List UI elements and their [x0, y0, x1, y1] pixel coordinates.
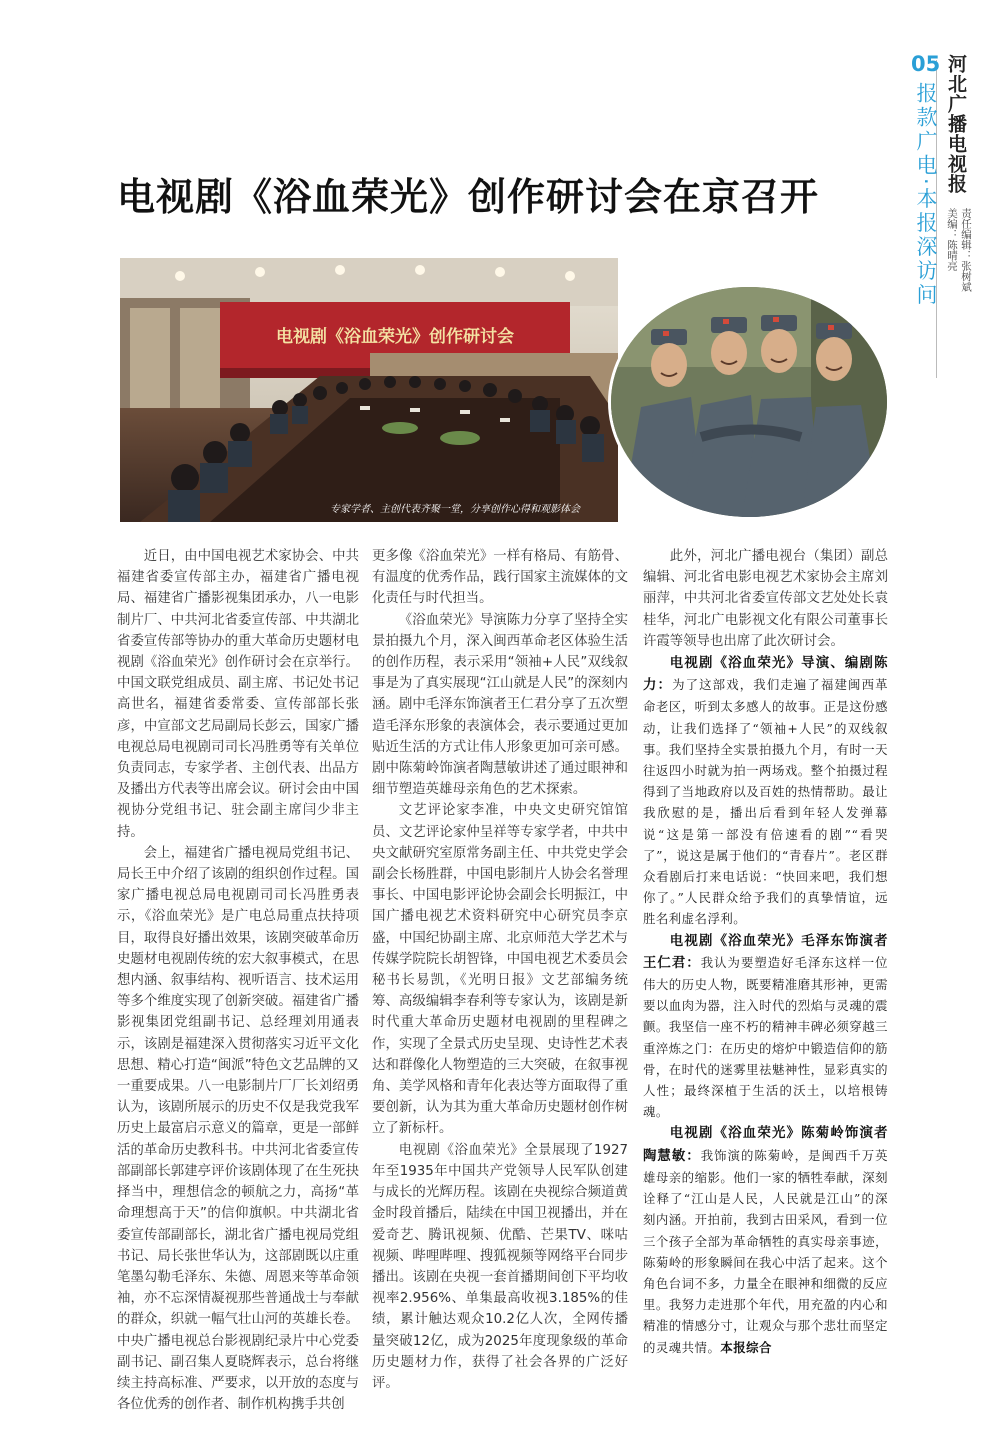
quote-actress [643, 1122, 888, 1357]
art-editor: 美编：陈晴亮 [946, 208, 958, 271]
quote-speaker: 电视剧《浴血荣光》毛泽东饰演者王仁君： [643, 933, 888, 971]
quote-text: 为了这部戏，我们走遍了福建闽西革命老区，听到太多感人的故事。正是这份感动，让我们选择了“领袖+人民”的双线叙事。我们坚持全实景拍摄九个月，有时一天往返四小时就为拍一两场戏。整个拍摄过程得到了当地政府以及百姓的热情帮助。最让我欣慰的是，播出后看到年轻人发弹幕说“这是第一部没有倍速看的剧”“看哭了”，说这是属于他们的“青春片”。老区群众看剧后打来电话说：“快回来吧，我们想你了。”人民群众给予我们的真挚情谊，远胜名利虚名浮利。 [643, 677, 889, 927]
article-column-1 [117, 546, 359, 1415]
quote-text: 我饰演的陈菊岭，是闽西千万英雄母亲的缩影。他们一家的牺牲奉献，深刻诠释了“江山是人民，人民就是江山”的深刻内涵。开拍前，我到古田采风，看到一位三个孩子全部为革命牺牲的真实母亲事迹，陈菊岭的形象瞬间在我心中活了起来。这个角色台词不多，力量全在眼神和细微的反应里。我努力走进那个年代，用充盈的内心和精准的情感分寸，让观众与那个悲壮而坚定的灵魂共情。 [643, 1147, 889, 1355]
headline: 电视剧《浴血荣光》创作研讨会在京召开 [117, 175, 820, 219]
editor-in-charge: 责任编辑：张树斌 [960, 208, 972, 292]
drama-still-photo [608, 284, 890, 520]
section-name: 报款广电·本报深访问 [914, 82, 938, 308]
article-paragraph: 更多像《浴血荣光》一样有格局、有筋骨、有温度的优秀作品，践行国家主流媒体的文化责任与时代担当。 [372, 549, 628, 607]
masthead [905, 50, 972, 380]
article-signature: 本报综合 [720, 1339, 772, 1355]
quote-speaker: 电视剧《浴血荣光》陈菊岭饰演者陶慧敏： [643, 1126, 888, 1164]
article-paragraph: 电视剧《浴血荣光》全景展现了1927年至1935年中国共产党领导人民军队创建与成长的光辉历程。该剧在央视综合频道黄金时段首播后，陆续在中国卫视播出，并在爱奇艺、腾讯视频、优酷、芒果TV、咪咕视频、哔哩哔哩、搜狐视频等网络平台同步播出。该剧在央视一套首播期间创下平均收视率2.956%、单集最高收视3.185%的佳绩，累计触达观众10.2亿人次，全网传播量突破12亿，成为2025年度现象级的革命历史题材力作，获得了社会各界的广泛好评。 [372, 1142, 628, 1391]
quote-text: 我认为要塑造好毛泽东这样一位伟大的历史人物，既要精准磨其形神，更需要以血肉为器，注入时代的烈焰与灵魂的震颤。我坚信一座不朽的精神丰碑必须穿越三重淬炼之门：在历史的熔炉中锻造信仰的筋骨，在时代的迷雾里祛魅神性，显彩真实的人性；最终深植于生活的沃土，以培根铸魂。 [643, 954, 889, 1120]
meeting-photo [120, 258, 618, 522]
banner-text: 电视剧《浴血荣光》创作研讨会 [276, 327, 514, 347]
page-number: 05 [911, 52, 941, 76]
article-paragraph: 《浴血荣光》导演陈力分享了坚持全实景拍摄九个月，深入闽西革命老区体验生活的创作历程，表示采用“领袖+人民”双线叙事是为了真实展现“江山就是人民”的深刻内涵。剧中毛泽东饰演者王仁君分享了五次塑造毛泽东形象的表演体会，表示要通过更加贴近生活的方式让伟人形象更加可亲可感。剧中陈菊岭饰演者陶慧敏讲述了通过眼神和细节塑造英雄母亲角色的艺术探索。 [372, 612, 628, 798]
article-column-3 [643, 546, 888, 1358]
article-paragraph: 此外，河北广播电视台（集团）副总编辑、河北省电影电视艺术家协会主席刘丽萍，中共河北省委宣传部文艺处处长袁桂华，河北广电影视文化有限公司董事长许霞等领导也出席了此次研讨会。 [643, 549, 888, 649]
editor-credits [945, 208, 973, 408]
article-paragraph: 会上，福建省广播电视局党组书记、局长王中介绍了该剧的组织创作过程。国家广播电视总局电视剧司司长冯胜勇表示，《浴血荣光》是广电总局重点扶持项目，取得良好播出效果，该剧突破革命历史题材电视剧传统的宏大叙事模式，在思想内涵、叙事结构、视听语言、技术运用等多个维度实现了创新突破。福建省广播影视集团党组副书记、总经理刘用通表示，该剧是福建深入贯彻落实习近平文化思想、精心打造“闽派”特色文艺品牌的又一重要成果。八一电影制片厂厂长刘绍勇认为，该剧所展示的历史不仅是我党我军历史上最富启示意义的篇章，更是一部鲜活的革命历史教科书。中共河北省委宣传部副部长郭建亭评价该剧体现了在生死抉择当中，理想信念的顿航之力，高扬“革命理想高于天”的信仰旗帜。中共湖北省委宣传部副部长，湖北省广播电视局党组书记、局长张世华认为，这部剧既以庄重笔墨勾勒毛泽东、朱德、周恩来等革命领袖，亦不忘深情凝视那些普通战士与奉献的群众，织就一幅气壮山河的英雄长卷。中央广播电视总台影视剧纪录片中心党委副书记、副召集人夏晓辉表示，总台将继续主持高标准、严要求，以开放的态度与各位优秀的创作者、制作机构携手共创 [117, 845, 359, 1413]
photo-caption: 专家学者、主创代表齐聚一堂，分享创作心得和观影体会 [330, 504, 580, 515]
article-paragraph: 近日，由中国电视艺术家协会、中共福建省委宣传部主办，福建省广播电视局、福建省广播影视集团承办，八一电影制片厂、中共河北省委宣传部、中共湖北省委宣传部等协办的重大革命历史题材电视剧《浴血荣光》创作研讨会在京举行。中国文联党组成员、副主席、书记处书记高世名，福建省委常委、宣传部部长张彦，中宣部文艺局副局长彭云，国家广播电视总局电视剧司司长冯胜勇等有关单位负责同志，专家学者、主创代表、出品方及播出方代表等出席会议。研讨会由中国视协分党组书记、驻会副主席闫少非主持。 [117, 549, 359, 840]
article-paragraph: 文艺评论家李准，中央文史研究馆馆员、文艺评论家仲呈祥等专家学者，中共中央文献研究室原常务副主任、中共党史学会副会长杨胜群，中国电影制片人协会名誉理事长、中国电影评论协会副会长明振江，中国广播电视艺术资料研究中心研究员李京盛，中国纪协副主席、北京师范大学艺术与传媒学院院长胡智锋，中国电视艺术委员会秘书长易凯，《光明日报》文艺部编务统筹、高级编辑李春利等专家认为，该剧是新时代重大革命历史题材电视剧的里程碑之作，实现了全景式历史呈现、史诗性艺术表达和群像化人物塑造的三大突破，在叙事视角、美学风格和青年化表达等方面取得了重要创新，认为其为重大革命历史题材创作树立了新标杆。 [372, 803, 628, 1137]
newspaper-name: 河北广播电视报 [945, 54, 967, 194]
article-column-2 [372, 546, 628, 1394]
quote-speaker: 电视剧《浴血荣光》导演、编剧陈力： [643, 656, 888, 694]
quote-director [643, 652, 888, 930]
quote-actor-mao [643, 930, 888, 1123]
